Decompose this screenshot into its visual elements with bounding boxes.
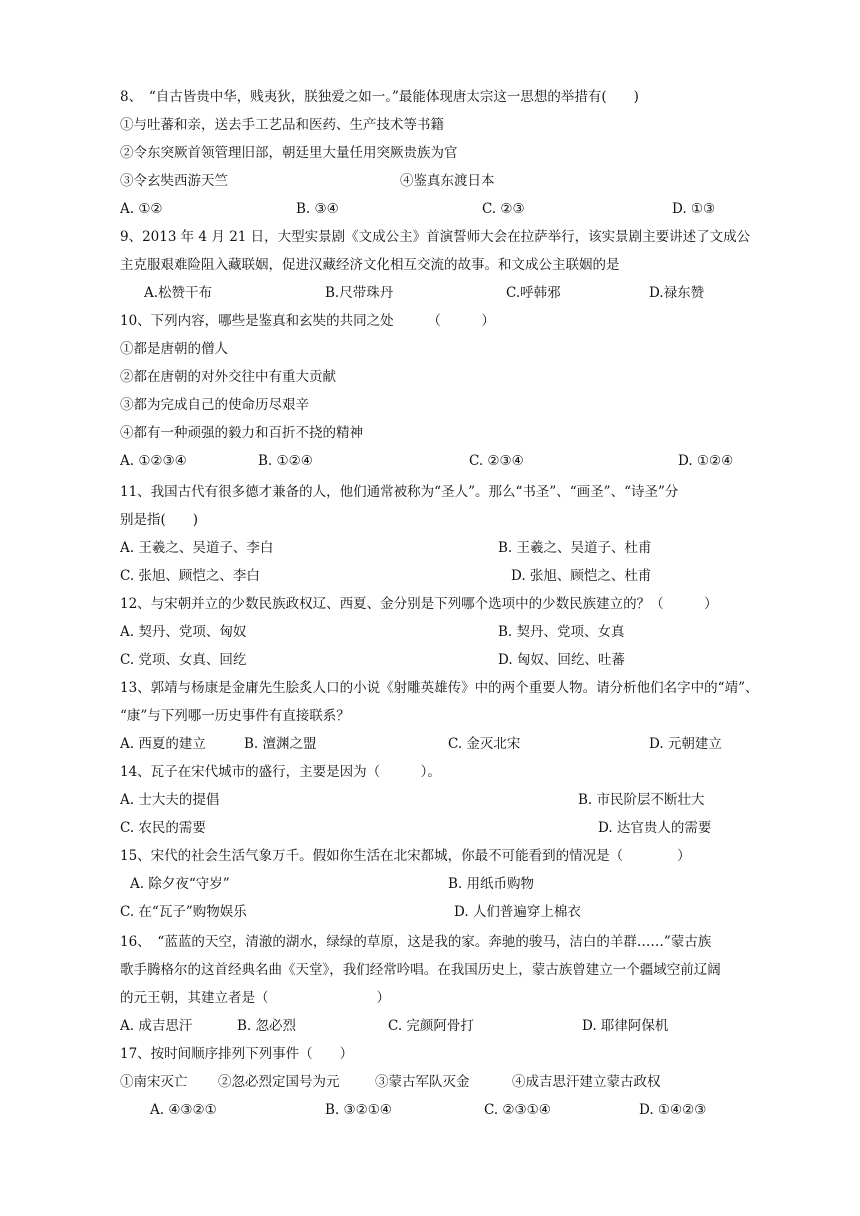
question-17-option-c: C. ②③①④: [484, 1102, 551, 1118]
question-10-options: [120, 447, 760, 475]
question-11-option-a: A. 王羲之、吴道子、李白: [120, 540, 274, 556]
question-13-option-c: C. 金灭北宋: [448, 736, 521, 752]
question-13-option-d: D. 元朝建立: [649, 736, 722, 752]
question-9-options: [120, 279, 760, 307]
question-16-option-c: C. 完颜阿骨打: [388, 1018, 474, 1034]
question-15-stem: 15、宋代的社会生活气象万千。假如你生活在北宋都城，你最不可能看到的情况是（ ）: [120, 848, 691, 864]
question-10-item-1: ①都是唐朝的僧人: [120, 341, 228, 357]
question-8-option-d: D. ①③: [672, 201, 716, 217]
question-8-options: [120, 195, 760, 223]
question-8-item-2: ②令东突厥首领管理旧部，朝廷里大量任用突厥贵族为官: [120, 145, 458, 161]
question-14-option-b: B. 市民阶层不断壮大: [578, 792, 705, 808]
question-17-option-b: B. ③②①④: [325, 1102, 392, 1118]
question-16-option-a: A. 成吉思汗: [120, 1018, 193, 1034]
question-8-option-c: C. ②③: [482, 201, 525, 217]
question-14-stem: 14、瓦子在宋代城市的盛行，主要是因为（ ）。: [120, 764, 441, 780]
question-16-option-d: D. 耶律阿保机: [582, 1018, 669, 1034]
question-9-option-c: C.呼韩邪: [506, 285, 561, 301]
question-16-stem-line-2: 歌手腾格尔的这首经典名曲《天堂》，我们经常吟唱。在我国历史上，蒙古族曾建立一个疆域空前辽阔: [120, 962, 721, 978]
question-13-stem-line-2: “康”与下列哪一历史事件有直接联系？: [120, 708, 350, 724]
question-15-option-d: D. 人们普遍穿上棉衣: [454, 904, 581, 920]
question-13-option-b: B. 澶渊之盟: [244, 736, 317, 752]
question-12-option-a: A. 契丹、党项、匈奴: [120, 624, 247, 640]
question-12-options-row-1: [120, 618, 760, 646]
question-15-option-a: A. 除夕夜“守岁”: [130, 876, 230, 892]
question-10-option-c: C. ②③④: [469, 453, 524, 469]
question-16-stem-line-3: 的元王朝，其建立者是（ ）: [120, 990, 390, 1006]
question-13-stem-line-1: 13、郭靖与杨康是金庸先生脍炙人口的小说《射雕英雄传》中的两个重要人物。请分析他们名字中的“靖”、: [120, 680, 759, 696]
question-14-options-row-1: [120, 786, 760, 814]
question-10-option-b: B. ①②④: [258, 453, 313, 469]
question-9-option-a: A.松赞干布: [144, 285, 213, 301]
question-15-options-row-2: [120, 898, 760, 926]
question-17-option-a: A. ④③②①: [150, 1102, 217, 1118]
question-12-options-row-2: [120, 646, 760, 674]
question-17-item-row: [120, 1068, 760, 1096]
question-14-options-row-2: [120, 814, 760, 842]
question-12-option-d: D. 匈奴、回纥、吐蕃: [498, 652, 625, 668]
question-13-option-a: A. 西夏的建立: [120, 736, 206, 752]
question-17-option-d: D. ①④②③: [639, 1102, 707, 1118]
question-15-option-c: C. 在“瓦子”购物娱乐: [120, 904, 247, 920]
question-8-option-b: B. ③④: [296, 201, 339, 217]
question-9-stem-line-1: 9、2013 年 4 月 21 日，大型实景剧《文成公主》首演誓师大会在拉萨举行，该实景剧主要讲述了文成公: [120, 229, 751, 245]
question-10-item-4: ④都有一种顽强的毅力和百折不挠的精神: [120, 425, 363, 441]
question-9-stem-line-2: 主克服艰难险阻入藏联姻，促进汉藏经济文化相互交流的故事。和文成公主联姻的是: [120, 257, 620, 273]
question-15-option-b: B. 用纸币购物: [448, 876, 535, 892]
question-14-option-c: C. 农民的需要: [120, 820, 206, 836]
question-11-stem-line-2: 别是指( ): [120, 512, 199, 528]
question-11-options-row-2: [120, 562, 760, 590]
question-17-item-4: ④成吉思汗建立蒙古政权: [512, 1074, 661, 1090]
question-10-stem: 10、下列内容，哪些是鉴真和玄奘的共同之处 （ ）: [120, 313, 495, 329]
question-16-option-b: B. 忽必烈: [237, 1018, 297, 1034]
question-11-option-b: B. 王羲之、吴道子、杜甫: [498, 540, 652, 556]
question-8-item-4: ④鉴真东渡日本: [400, 173, 495, 189]
question-16-options: [120, 1012, 760, 1040]
question-11-option-c: C. 张旭、顾恺之、李白: [120, 568, 260, 584]
question-8-option-a: A. ①②: [120, 201, 163, 217]
question-17-item-2: ②忽必烈定国号为元: [218, 1074, 340, 1090]
question-12-stem: 12、与宋朝并立的少数民族政权辽、西夏、金分别是下列哪个选项中的少数民族建立的？（ ）: [120, 596, 718, 612]
question-10-option-a: A. ①②③④: [120, 453, 187, 469]
question-14-option-a: A. 士大夫的提倡: [120, 792, 220, 808]
question-17-item-3: ③蒙古军队灭金: [375, 1074, 470, 1090]
question-10-item-2: ②都在唐朝的对外交往中有重大贡献: [120, 369, 336, 385]
question-17-item-1: ①南宋灭亡: [120, 1074, 188, 1090]
question-10-item-3: ③都为完成自己的使命历尽艰辛: [120, 397, 309, 413]
question-11-options-row-1: [120, 534, 760, 562]
question-8-item-1: ①与吐蕃和亲，送去手工艺品和医药、生产技术等书籍: [120, 117, 444, 133]
question-13-options: [120, 730, 760, 758]
question-12-option-c: C. 党项、女真、回纥: [120, 652, 247, 668]
question-8-item-row: [120, 167, 760, 195]
question-11-option-d: D. 张旭、顾恺之、杜甫: [511, 568, 652, 584]
question-17-stem: 17、按时间顺序排列下列事件（ ）: [120, 1046, 354, 1062]
question-14-option-d: D. 达官贵人的需要: [598, 820, 712, 836]
question-8-item-3: ③令玄奘西游天竺: [120, 173, 228, 189]
question-8-stem: 8、 “自古皆贵中华，贱夷狄，朕独爱之如一。”最能体现唐太宗这一思想的举措有( ): [120, 89, 639, 105]
question-17-options: [120, 1096, 760, 1124]
question-10-option-d: D. ①②④: [678, 453, 734, 469]
question-15-options-row-1: [120, 870, 760, 898]
question-16-stem-line-1: 16、 “蓝蓝的天空，清澈的湖水，绿绿的草原，这是我的家。奔驰的骏马，洁白的羊群……”蒙古族: [120, 934, 712, 950]
question-9-option-d: D.禄东赞: [649, 285, 705, 301]
question-11-stem-line-1: 11、我国古代有很多德才兼备的人，他们通常被称为“圣人”。那么“书圣”、“画圣”、“诗圣”分: [120, 484, 679, 500]
question-12-option-b: B. 契丹、党项、女真: [498, 624, 625, 640]
question-9-option-b: B.尺带珠丹: [325, 285, 394, 301]
